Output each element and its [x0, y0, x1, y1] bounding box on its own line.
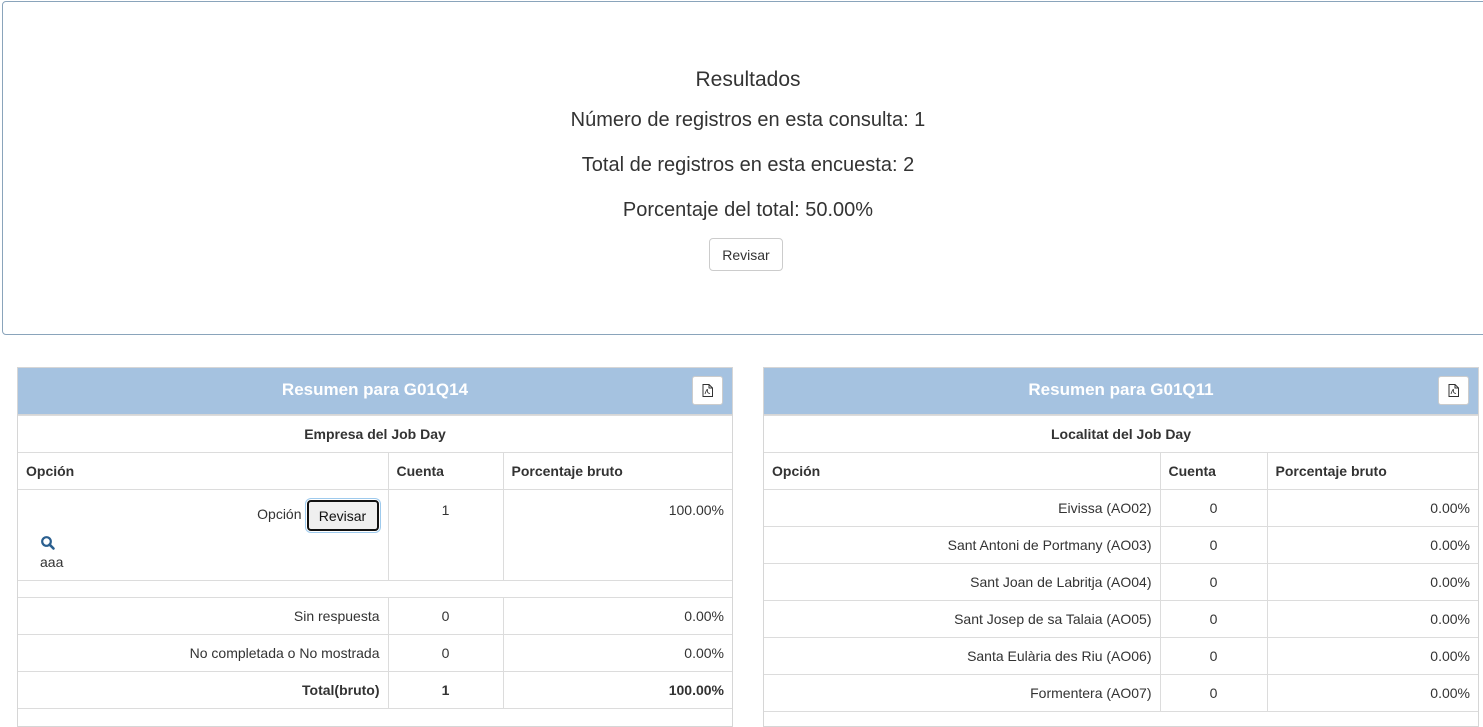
table-row [764, 527, 1478, 564]
summary-panel-g01q14 [17, 367, 733, 727]
column-header-count: Cuenta [1160, 453, 1267, 490]
table-row [18, 598, 732, 635]
option-cell [18, 490, 388, 581]
option-label: Opción [257, 506, 302, 522]
table-row [764, 564, 1478, 601]
table-row [764, 638, 1478, 675]
percent-cell: 0.00% [1267, 638, 1478, 675]
count-cell: 0 [1160, 564, 1267, 601]
count-cell: 0 [1160, 638, 1267, 675]
percentage-of-total: Porcentaje del total: 50.00% [622, 199, 874, 221]
percent-cell: 100.00% [503, 490, 732, 581]
count-cell: 0 [1160, 490, 1267, 527]
table-row [764, 601, 1478, 638]
percent-cell: 0.00% [1267, 601, 1478, 638]
column-header-count: Cuenta [388, 453, 503, 490]
option-cell: Santa Eulària des Riu (AO06) [764, 638, 1160, 675]
option-cell: Sant Josep de sa Talaia (AO05) [764, 601, 1160, 638]
count-cell: 1 [388, 490, 503, 581]
panel-title: Resumen para G01Q14 [281, 380, 469, 399]
option-response-text: aaa [40, 554, 64, 570]
panel-header [764, 368, 1478, 415]
table-caption-row [18, 416, 732, 453]
count-cell: 0 [388, 598, 503, 635]
spacer-row [18, 581, 732, 598]
percent-cell: 0.00% [1267, 490, 1478, 527]
column-header-option: Opción [18, 453, 388, 490]
summary-table [18, 415, 732, 709]
table-row [18, 635, 732, 672]
count-cell: 0 [1160, 527, 1267, 564]
option-cell: Eivissa (AO02) [764, 490, 1160, 527]
table-row [764, 675, 1478, 712]
table-header-row [18, 453, 732, 490]
count-cell: 0 [388, 635, 503, 672]
percent-cell: 0.00% [1267, 527, 1478, 564]
percent-cell: 0.00% [1267, 675, 1478, 712]
table-caption-row [764, 416, 1478, 453]
export-pdf-button[interactable] [692, 376, 723, 405]
pdf-file-icon [702, 384, 713, 397]
table-row [18, 490, 732, 581]
percent-cell: 0.00% [503, 635, 732, 672]
total-label: Total(bruto) [18, 672, 388, 709]
spacer-cell [18, 581, 732, 598]
review-button[interactable]: Revisar [709, 238, 783, 271]
column-header-percent: Porcentaje bruto [503, 453, 732, 490]
count-cell: 0 [1160, 675, 1267, 712]
panel-title: Resumen para G01Q11 [1028, 380, 1214, 399]
records-in-survey: Total de registros en esta encuesta: 2 [581, 154, 915, 176]
table-row [764, 490, 1478, 527]
question-caption: Empresa del Job Day [18, 416, 732, 453]
panel-header [18, 368, 732, 415]
option-cell: Formentera (AO07) [764, 675, 1160, 712]
review-option-button[interactable]: Revisar [307, 500, 379, 531]
percent-cell: 0.00% [1267, 564, 1478, 601]
option-cell: Sant Antoni de Portmany (AO03) [764, 527, 1160, 564]
count-cell: 0 [1160, 601, 1267, 638]
total-count: 1 [388, 672, 503, 709]
column-header-percent: Porcentaje bruto [1267, 453, 1478, 490]
results-title: Resultados [695, 68, 801, 91]
total-percent: 100.00% [503, 672, 732, 709]
search-icon[interactable] [40, 535, 56, 551]
table-header-row [764, 453, 1478, 490]
pdf-file-icon [1448, 384, 1459, 397]
column-header-option: Opción [764, 453, 1160, 490]
summary-panel-g01q11 [763, 367, 1479, 727]
export-pdf-button[interactable] [1438, 376, 1469, 405]
records-in-query: Número de registros en esta consulta: 1 [570, 109, 926, 131]
option-cell: No completada o No mostrada [18, 635, 388, 672]
option-cell: Sant Joan de Labritja (AO04) [764, 564, 1160, 601]
percent-cell: 0.00% [503, 598, 732, 635]
total-row [18, 672, 732, 709]
option-cell: Sin respuesta [18, 598, 388, 635]
summary-table [764, 415, 1478, 712]
question-caption: Localitat del Job Day [764, 416, 1478, 453]
results-summary-box [2, 1, 1483, 335]
